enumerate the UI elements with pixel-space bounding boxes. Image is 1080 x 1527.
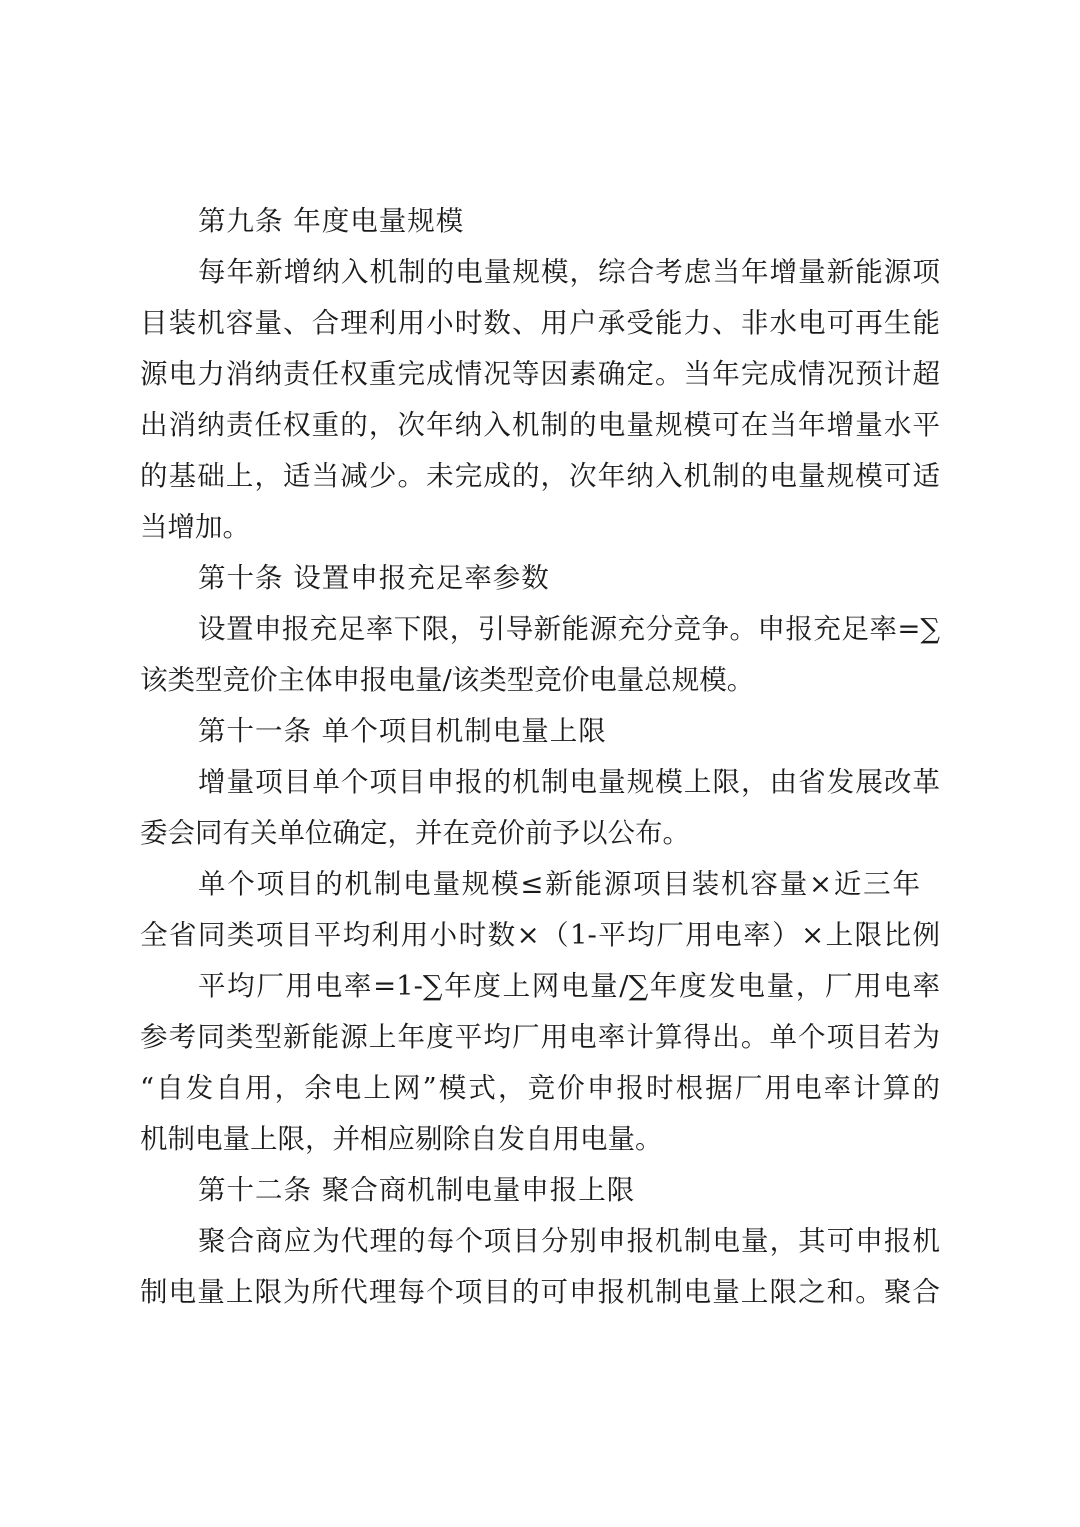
article-11-line: “自发自用，余电上网”模式，竞价申报时根据厂用电率计算的 [140,1072,940,1104]
article-11-line: 增量项目单个项目申报的机制电量规模上限，由省发展改革 [198,766,940,798]
article-9-line: 源电力消纳责任权重完成情况等因素确定。当年完成情况预计超 [140,358,940,390]
document-body [140,196,940,1318]
article-12-heading: 第十二条 聚合商机制电量申报上限 [198,1174,636,1206]
article-12-line: 制电量上限为所代理每个项目的可申报机制电量上限之和。聚合 [140,1276,940,1308]
article-10-line: 该类型竞价主体申报电量/该类型竞价电量总规模。 [140,664,755,696]
article-11-line: 平均厂用电率=1-∑年度上网电量/∑年度发电量，厂用电率 [198,970,940,1002]
article-11-formula-line: 全省同类项目平均利用小时数×（1-平均厂用电率）×上限比例 [140,919,940,951]
article-9-line: 出消纳责任权重的，次年纳入机制的电量规模可在当年增量水平 [140,409,940,441]
article-10-heading: 第十条 设置申报充足率参数 [198,562,550,594]
article-9-heading: 第九条 年度电量规模 [198,205,465,237]
article-10-line: 设置申报充足率下限，引导新能源充分竞争。申报充足率=∑ [198,613,940,645]
article-12-line: 聚合商应为代理的每个项目分别申报机制电量，其可申报机 [198,1225,940,1257]
article-9-line: 当增加。 [140,511,250,543]
article-11-heading: 第十一条 单个项目机制电量上限 [198,715,607,747]
article-9-line: 目装机容量、合理利用小时数、用户承受能力、非水电可再生能 [140,307,940,339]
article-11-formula-line: 单个项目的机制电量规模≤新能源项目装机容量×近三年 [198,868,920,900]
article-11-line: 参考同类型新能源上年度平均厂用电率计算得出。单个项目若为 [140,1021,940,1053]
article-9-line: 每年新增纳入机制的电量规模，综合考虑当年增量新能源项 [198,256,940,288]
article-11-line: 机制电量上限，并相应剔除自发自用电量。 [140,1123,663,1155]
article-11-line: 委会同有关单位确定，并在竞价前予以公布。 [140,817,690,849]
article-9-line: 的基础上，适当减少。未完成的，次年纳入机制的电量规模可适 [140,460,940,492]
